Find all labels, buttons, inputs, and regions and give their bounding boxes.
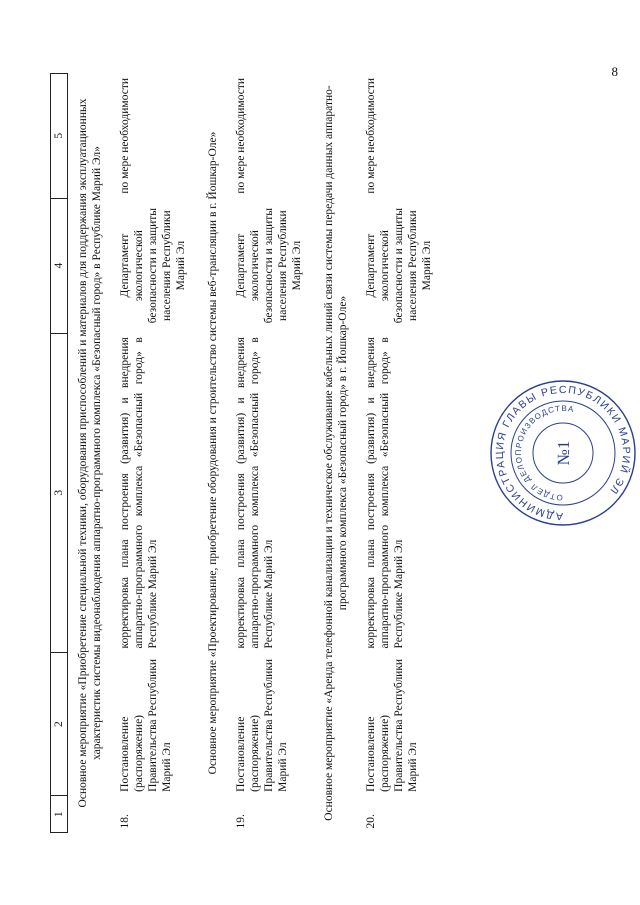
row-document: Постановление (распоряжение) Правительства Республики Марий Эл <box>119 658 174 792</box>
row-executor: Департамент экологической безопасности и защиты населения Республики Марий Эл <box>119 207 188 323</box>
row-term: по мере необходимости <box>119 77 132 194</box>
header-col-3: 3 <box>51 333 68 652</box>
row-executor: Департамент экологической безопасности и защиты населения Республики Марий Эл <box>235 207 304 323</box>
official-stamp <box>488 378 638 528</box>
header-col-2: 2 <box>51 652 68 795</box>
row-document: Постановление (распоряжение) Правительства Республики Марий Эл <box>365 658 420 792</box>
row-term: по мере необходимости <box>235 77 248 194</box>
section-title-row <box>314 73 358 832</box>
section-title-row <box>198 73 228 832</box>
table-row <box>228 73 314 832</box>
section-title: Основное мероприятие «Аренда телефонной канализации и техническое обслуживание кабельных линий связи системы передачи данных аппаратно-программного комплекса «Безопасный город» в г. Йошкар-Оле» <box>323 84 350 821</box>
stamp-inner-text: ОТДЕЛ ДЕЛОПРОИЗВОДСТВА <box>513 403 576 503</box>
header-col-5: 5 <box>51 73 68 198</box>
row-number: 19. <box>235 813 248 828</box>
row-document: Постановление (распоряжение) Правительства Республики Марий Эл <box>235 658 290 792</box>
table-row <box>112 73 198 832</box>
row-term: по мере необходимости <box>365 77 378 194</box>
section-title: Основное мероприятие «Приобретение специальной техники, оборудования приспособлений и материалов для поддержания эксплуатационных характеристик системы видеонаблюдения аппаратно-программного комплекса «Безопасный город» в Республике Марий Эл» <box>77 98 104 807</box>
page-number: 8 <box>611 64 618 79</box>
header-col-4: 4 <box>51 198 68 333</box>
section-title-row <box>68 73 113 832</box>
measures-table <box>50 73 444 833</box>
table-row <box>358 73 444 832</box>
header-col-1: 1 <box>51 795 68 832</box>
row-description: корректировка плана построения (развития) и внедрения аппаратно-программного комплекса «Безопасный город» в Республике Марий Эл <box>119 336 160 648</box>
row-number: 18. <box>119 813 132 828</box>
table-header-row <box>51 73 68 832</box>
stamp-outer-text: АДМИНИСТРАЦИЯ ГЛАВЫ РЕСПУБЛИКИ МАРИЙ ЭЛ <box>493 383 633 523</box>
row-description: корректировка плана построения (развития) и внедрения аппаратно-программного комплекса «Безопасный город» в Республике Марий Эл <box>365 336 406 648</box>
row-description: корректировка плана построения (развития) и внедрения аппаратно-программного комплекса «Безопасный город» в Республике Марий Эл <box>235 336 276 648</box>
row-number: 20. <box>365 813 378 828</box>
section-title: Основное мероприятие «Проектирование, приобретение оборудования и строительство системы веб-трансляции в г. Йошкар-Оле» <box>207 131 220 774</box>
row-executor: Департамент экологической безопасности и защиты населения Республики Марий Эл <box>365 207 434 323</box>
stamp-center-text: №1 <box>554 440 573 466</box>
